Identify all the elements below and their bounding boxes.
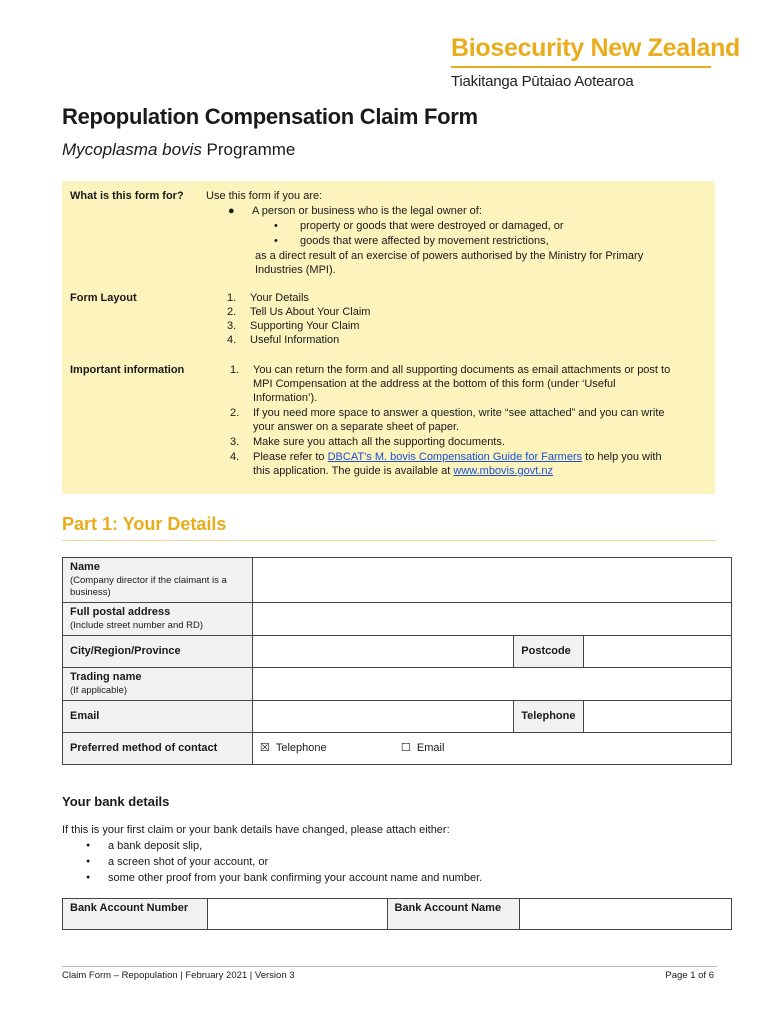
city-row bbox=[63, 636, 732, 668]
bank-list-item: ● a bank deposit slip, bbox=[86, 838, 482, 854]
postcode-input[interactable] bbox=[584, 636, 732, 668]
mbovis-link[interactable]: www.mbovis.govt.nz bbox=[453, 465, 554, 477]
subtitle-rest: Programme bbox=[201, 140, 296, 159]
trading-input[interactable] bbox=[252, 668, 731, 701]
contact-option-telephone[interactable] bbox=[260, 741, 398, 754]
layout-item-2: Tell Us About Your Claim bbox=[250, 306, 371, 318]
imp-num-1: 1. bbox=[230, 364, 240, 376]
contact-options bbox=[252, 733, 731, 765]
bank-heading: Your bank details bbox=[62, 794, 170, 809]
postcode-label: Postcode bbox=[514, 636, 584, 668]
imp-4-line-1 bbox=[253, 450, 662, 465]
layout-num-3: 3. bbox=[227, 320, 237, 332]
email-option-label: Email bbox=[416, 742, 445, 754]
telephone-checkbox[interactable]: ☒ bbox=[259, 742, 270, 754]
telephone-input[interactable] bbox=[584, 701, 732, 733]
postal-label: Full postal address bbox=[70, 606, 171, 618]
what-sub-2: goods that were affected by movement restrictions, bbox=[300, 235, 549, 247]
postal-label-cell bbox=[63, 603, 253, 636]
logo-title: Biosecurity New Zealand bbox=[451, 34, 741, 62]
contact-option-email[interactable] bbox=[401, 742, 445, 754]
important-label: Important information bbox=[70, 364, 185, 376]
bank-name-input[interactable] bbox=[520, 899, 732, 930]
footer-rule bbox=[62, 966, 717, 967]
name-row bbox=[63, 558, 732, 603]
imp-num-3: 3. bbox=[230, 436, 240, 448]
what-sub-mark-1: • bbox=[274, 220, 278, 232]
footer-doc-info: Claim Form – Repopulation | February 2021 | Version 3 bbox=[62, 970, 295, 981]
bank-list bbox=[86, 838, 482, 886]
layout-num-2: 2. bbox=[227, 306, 237, 318]
what-sub-1: property or goods that were destroyed or damaged, or bbox=[300, 220, 564, 232]
imp-1-line-3: Information’). bbox=[253, 392, 318, 404]
postal-row bbox=[63, 603, 732, 636]
bank-intro: If this is your first claim or your bank details have changed, please attach either: bbox=[62, 824, 450, 836]
contact-row bbox=[63, 733, 732, 765]
bank-list-item: ● a screen shot of your account, or bbox=[86, 854, 482, 870]
layout-num-1: 1. bbox=[227, 292, 237, 304]
bank-number-label: Bank Account Number bbox=[63, 899, 208, 930]
imp-2-line-1: If you need more space to answer a question, write “see attached” and you can write bbox=[253, 407, 665, 419]
layout-item-1: Your Details bbox=[250, 292, 309, 304]
layout-item-4: Useful Information bbox=[250, 334, 340, 346]
what-label: What is this form for? bbox=[70, 190, 184, 202]
what-tail-1: as a direct result of an exercise of powers authorised by the Ministry for Primary bbox=[255, 250, 644, 262]
info-box bbox=[62, 181, 715, 494]
form-subtitle bbox=[62, 140, 295, 160]
part-1-title: Part 1: Your Details bbox=[62, 514, 227, 534]
imp-1-line-1: You can return the form and all supporting documents as email attachments or post to bbox=[253, 364, 671, 376]
layout-label: Form Layout bbox=[70, 292, 137, 304]
postal-input[interactable] bbox=[252, 603, 731, 636]
imp-4-line-2 bbox=[253, 464, 553, 479]
telephone-option-label: Telephone bbox=[275, 742, 327, 754]
telephone-label: Telephone bbox=[514, 701, 584, 733]
trading-row bbox=[63, 668, 732, 701]
footer-page-number: Page 1 of 6 bbox=[665, 970, 714, 981]
biosecurity-logo bbox=[451, 34, 740, 90]
what-bullet: A person or business who is the legal owner of: bbox=[252, 205, 482, 217]
email-checkbox[interactable]: ☐ bbox=[400, 742, 411, 754]
form-title: Repopulation Compensation Claim Form bbox=[62, 104, 478, 129]
imp-2-line-2: your answer on a separate sheet of paper. bbox=[253, 421, 460, 433]
name-label: Name bbox=[70, 561, 100, 573]
what-sub-mark-2: • bbox=[274, 235, 278, 247]
what-tail-2: Industries (MPI). bbox=[255, 264, 336, 276]
bank-table bbox=[62, 898, 732, 930]
city-input[interactable] bbox=[252, 636, 513, 668]
name-note: (Company director if the claimant is a business) bbox=[70, 575, 227, 598]
imp-4-pre: Please refer to bbox=[253, 451, 328, 463]
email-label: Email bbox=[63, 701, 253, 733]
layout-item-3: Supporting Your Claim bbox=[250, 320, 360, 332]
bank-number-input[interactable] bbox=[207, 899, 387, 930]
imp-1-line-2: MPI Compensation at the address at the bottom of this form (under ‘Useful bbox=[253, 378, 616, 390]
bank-name-label: Bank Account Name bbox=[387, 899, 520, 930]
trading-label-cell bbox=[63, 668, 253, 701]
bank-list-item: ● some other proof from your bank confirming your account name and number. bbox=[86, 870, 482, 886]
what-bullet-mark: ● bbox=[228, 205, 235, 217]
logo-rule bbox=[451, 66, 711, 68]
name-input[interactable] bbox=[252, 558, 731, 603]
subtitle-italic: Mycoplasma bovis bbox=[62, 140, 202, 159]
imp-4-l2-pre: this application. The guide is available at bbox=[253, 465, 454, 477]
bank-row bbox=[63, 899, 732, 930]
city-label: City/Region/Province bbox=[63, 636, 253, 668]
part-1-rule bbox=[62, 540, 717, 541]
name-label-cell bbox=[63, 558, 253, 603]
guide-link[interactable]: DBCAT’s M. bovis Compensation Guide for Farmers bbox=[327, 451, 583, 463]
trading-note: (If applicable) bbox=[70, 685, 128, 696]
trading-label: Trading name bbox=[70, 671, 142, 683]
what-intro: Use this form if you are: bbox=[206, 190, 323, 202]
contact-label: Preferred method of contact bbox=[63, 733, 253, 765]
layout-num-4: 4. bbox=[227, 334, 237, 346]
imp-num-4: 4. bbox=[230, 451, 240, 463]
imp-num-2: 2. bbox=[230, 407, 240, 419]
logo-subtitle: Tiakitanga Pūtaiao Aotearoa bbox=[451, 73, 634, 90]
imp-3: Make sure you attach all the supporting documents. bbox=[253, 436, 505, 448]
postal-note: (Include street number and RD) bbox=[70, 620, 204, 631]
details-table bbox=[62, 557, 732, 765]
email-input[interactable] bbox=[252, 701, 513, 733]
email-row bbox=[63, 701, 732, 733]
imp-4-post: to help you with bbox=[582, 451, 662, 463]
